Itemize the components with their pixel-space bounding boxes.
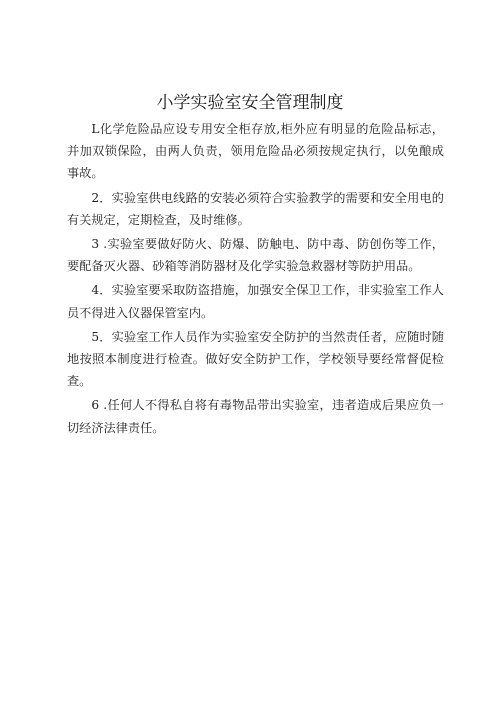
document-title: 小学实验室安全管理制度: [156, 93, 344, 113]
paragraph-4: 4．实验室要采取防盗措施，加强安全保卫工作，非实验室工作人员不得进入仪器保管室内。: [67, 283, 444, 320]
paragraph-5: 5．实验室工作人员作为实验室安全防护的当然责任者，应随时随地按照本制度进行检查。做好安全防护工作，学校领导要经常督促检查。: [67, 329, 444, 389]
paragraph-1: L化学危险品应设专用安全柜存放,柜外应有明显的危险品标志，并加双锁保险，由两人负责，领用危险品必须按规定执行，以免酿成事故。: [67, 122, 444, 181]
paragraph-3: 3 .实验室要做好防火、防爆、防触电、防中毒、防创伤等工作，要配备灭火器、砂箱等消防器材及化学实验急救器材等防护用品。: [67, 237, 444, 274]
paragraph-2: 2．实验室供电线路的安装必须符合实验教学的需要和安全用电的有关规定，定期检查，及时维修。: [67, 190, 444, 227]
document-body: [67, 118, 444, 441]
paragraph-6: 6 .任何人不得私自将有毒物品带出实验室，违者造成后果应负一切经济法律责任。: [67, 398, 444, 435]
